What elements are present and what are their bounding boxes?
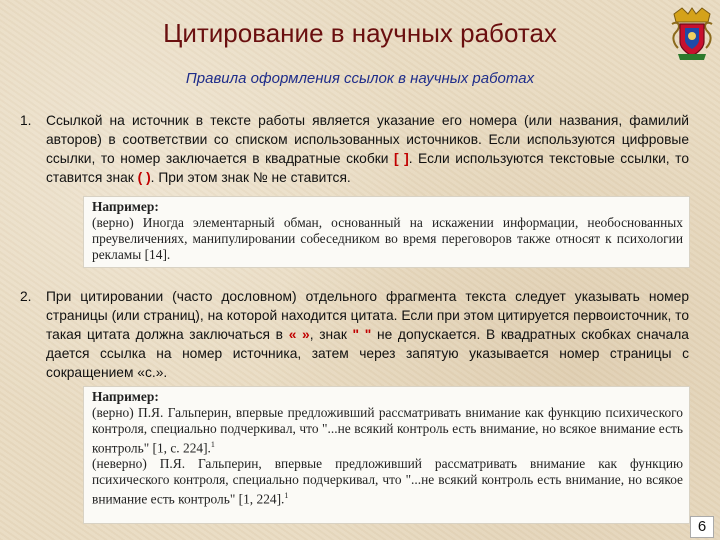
example-heading: Например: bbox=[92, 199, 159, 214]
rule-text: . При этом знак № не ставится. bbox=[150, 170, 351, 185]
rule-text: , знак bbox=[309, 327, 353, 342]
rule-text: При цитировании (часто дословном) отдельного фрагмента текста следует указывать номер страницы (или страниц), на которой находится цитата. Если при этом цитируется первоисточник, то такая цитата должна заключаться в bbox=[46, 289, 689, 342]
example-box-2 bbox=[83, 386, 690, 524]
rule-item-2 bbox=[20, 287, 689, 382]
quotes-mark: " " bbox=[352, 327, 372, 342]
example-wrong-text: (неверно) П.Я. Гальперин, впервые предложивший рассматривать внимание как функцию психического контроля, специально подчеркивал, что "...не всякий контроль есть внимание, но всякое внимание есть контроль" [1, 224]. bbox=[92, 456, 683, 507]
example-correct bbox=[92, 405, 683, 456]
page-number: 6 bbox=[690, 516, 714, 538]
example-wrong bbox=[92, 456, 683, 507]
rule-text: не допускается. В квадратных скобках сначала дается ссылка на номер источника, затем через запятую указывается номер страницы с сокращением «с.». bbox=[46, 327, 689, 380]
slide-subtitle: Правила оформления ссылок в научных работах bbox=[185, 70, 535, 87]
guillemets-mark: « » bbox=[288, 327, 310, 342]
list-number: 1. bbox=[20, 113, 32, 128]
rule-item-1 bbox=[20, 111, 689, 187]
rule-text: . Если используются текстовые ссылки, то ставится знак bbox=[46, 151, 689, 185]
parentheses-mark: ( ) bbox=[137, 170, 151, 185]
footnote-mark: 1 bbox=[284, 491, 289, 501]
footnote-mark: 1 bbox=[210, 440, 215, 449]
example-box-1 bbox=[83, 196, 690, 268]
square-brackets-mark: [ ] bbox=[394, 151, 409, 166]
coat-of-arms-icon bbox=[668, 4, 716, 62]
list-number: 2. bbox=[20, 289, 32, 304]
example-text: (верно) Иногда элементарный обман, основанный на искажении информации, необоснованных преувеличениях, манипулировании собеседником во время переговоров также относят к психологии рекламы [14]. bbox=[92, 215, 683, 262]
example-correct-text: (верно) П.Я. Гальперин, впервые предложивший рассматривать внимание как функцию психического контроля, специально подчеркивал, что "...не всякий контроль есть внимание, но всякое внимание есть контроль" [1, с. 224]. bbox=[92, 405, 683, 456]
slide-title: Цитирование в научных работах bbox=[163, 18, 557, 48]
rule-text: Ссылкой на источник в тексте работы является указание его номера (или названия, фамилий авторов) в соответствии со списком использованных источников. Если используются цифровые ссылки, то номер заключается в квадратные скобки bbox=[46, 113, 689, 166]
example-heading: Например: bbox=[92, 389, 159, 404]
